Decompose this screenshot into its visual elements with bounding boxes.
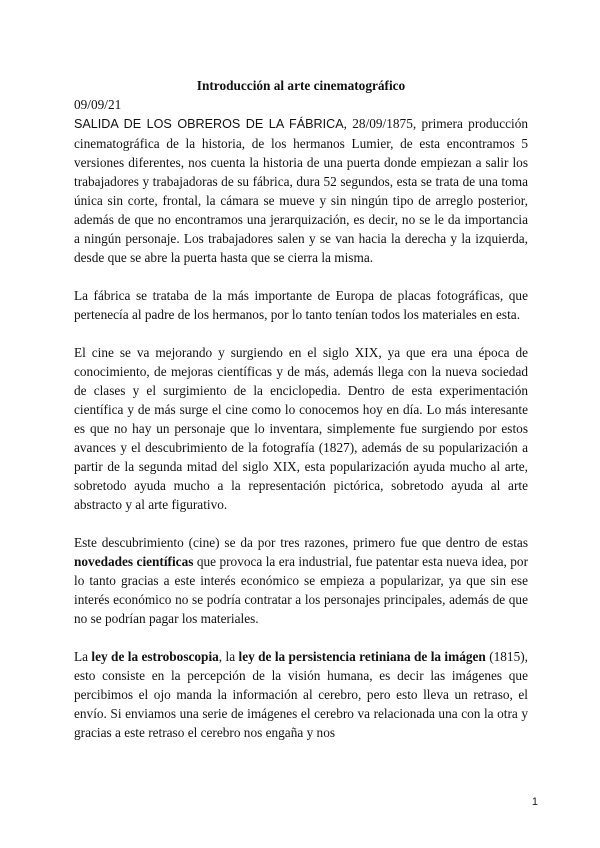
paragraph-2: La fábrica se trataba de la más importante de Europa de placas fotográficas, que pertenecía al padre de los hermanos, por lo tanto tenían todos los materiales en esta. (74, 288, 528, 322)
paragraph-1-text: , 28/09/1875, primera producción cinematográfica de la historia, de los hermanos Lumier, de esta encontramos 5 versiones diferentes, nos cuenta la historia de una puerta donde empiezan a salir los trabajadores y trabajadoras de su fábrica, dura 52 segundos, esta se trata de una toma única sin corte, frontal, la cámara se mueve y sin ningún tipo de arreglo posterior, además de que no encontramos una jerarquización, es decir, no se le da importancia a ningún personaje. Los trabajadores salen y se van hacia la derecha y la izquierda, desde que se abre la puerta hasta que se cierra la misma. (74, 116, 528, 265)
document-body (74, 76, 528, 761)
paragraph-5-text-2: , la (218, 649, 239, 664)
paragraph-5-text-1: La (74, 649, 92, 664)
document-date: 09/09/21 (74, 97, 122, 112)
paragraph-4-before: Este descubrimiento (cine) se da por tres razones, primero fue que dentro de estas (74, 535, 528, 550)
paragraph-5-bold-2: ley de la persistencia retiniana de la imágen (238, 649, 486, 664)
paragraph-5 (74, 647, 528, 742)
paragraph-1-caps: SALIDA DE LOS OBREROS DE LA FÁBRICA (74, 117, 344, 131)
paragraph-3: El cine se va mejorando y surgiendo en el siglo XIX, ya que era una época de conocimiento, de mejoras científicas y de más, además llega con la nueva sociedad de clases y el surgimiento de la enciclopedia. Dentro de esta experimentación científica y de más surge el cine como lo conocemos hoy en día. Lo más interesante es que no hay un personaje que lo inventara, simplemente fue surgiendo por estos avances y el descubrimiento de la fotografía (1827), además de su popularización a partir de la segunda mitad del siglo XIX, esta popularización ayuda mucho al arte, sobretodo ayuda mucho a la representación pictórica, sobretodo ayuda al arte abstracto y al arte figurativo. (74, 345, 528, 512)
paragraph-4 (74, 533, 528, 628)
paragraph-5-text-3: (1815), esto consiste en la percepción de la visión humana, es decir las imágenes que percibimos el ojo manda la información al cerebro, pero esto lleva un retraso, el envío. Si enviamos una serie de imágenes el cerebro va relacionada una con la otra y gracias a este retraso el cerebro nos engaña y nos (74, 649, 528, 740)
paragraph-5-bold-1: ley de la estroboscopia (91, 649, 219, 664)
paragraph-4-bold: novedades científicas (74, 554, 194, 569)
paragraph-1 (74, 114, 528, 267)
paragraph-4-after: que provoca la era industrial, fue patentar esta nueva idea, por lo tanto gracias a este interés económico se empieza a popularizar, ya que sin ese interés económico no se podría contratar a los personajes principales, además de que no se podrían pagar los materiales. (74, 554, 528, 626)
page-number: 1 (531, 796, 538, 808)
document-title: Introducción al arte cinematográfico (196, 78, 406, 93)
